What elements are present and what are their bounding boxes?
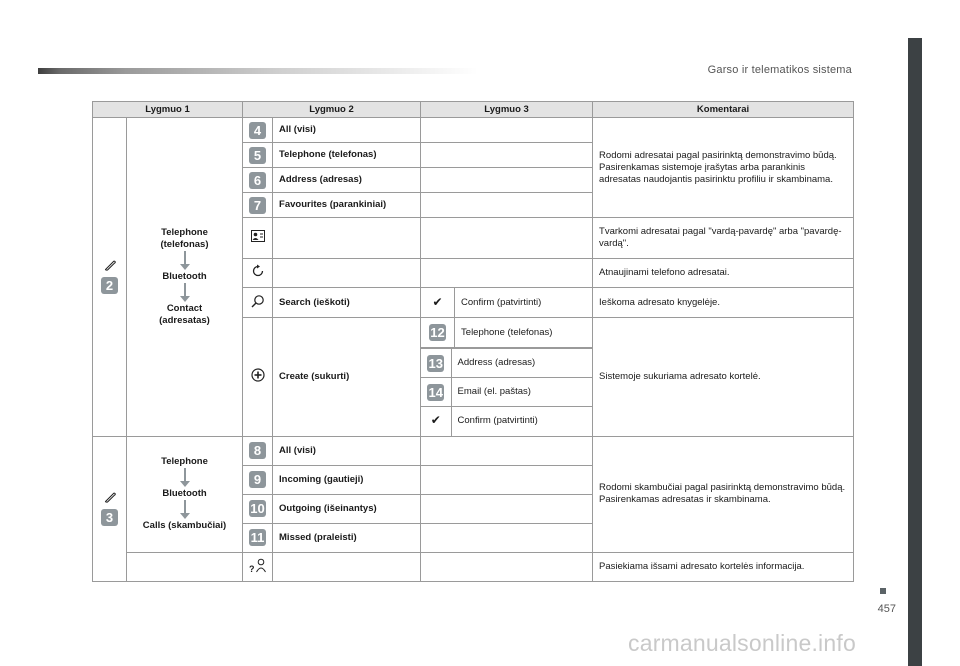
path-step: Bluetooth (162, 270, 207, 282)
empty-cell (421, 143, 593, 168)
menu-item-missed: Missed (praleisti) (273, 523, 421, 552)
comment-search: Ieškoma adresato knygelėje. (593, 288, 854, 318)
comment-calls (593, 436, 854, 552)
path-step: Telephone (161, 456, 208, 467)
page-number: 457 (877, 603, 896, 615)
badge-cell (421, 378, 451, 407)
column-header-level3: Lygmuo 3 (421, 102, 593, 118)
contact-details-icon (249, 557, 267, 573)
badge-cell (243, 193, 273, 218)
search-icon-cell (243, 288, 273, 318)
arrow-down-icon (180, 468, 190, 488)
empty-cell (273, 552, 421, 581)
menu-item-outgoing: Outgoing (išeinantys) (273, 494, 421, 523)
phone-icon (104, 491, 116, 503)
page-marker (880, 588, 886, 594)
level1-path-cell (127, 118, 243, 437)
empty-cell (421, 259, 593, 288)
arrow-down-icon (180, 251, 190, 271)
menu-item-telephone: Telephone (telefonas) (273, 143, 421, 168)
level1-contacts-cell (93, 118, 127, 437)
menu-item-create-address: Address (adresas) (451, 349, 592, 378)
menu-item-all: All (visi) (273, 118, 421, 143)
path-step: Telephone (telefonas) (160, 226, 209, 250)
menu-badge: 9 (249, 471, 266, 488)
menu-table (92, 101, 854, 582)
path-step: Calls (skambučiai) (142, 520, 227, 531)
empty-cell (421, 523, 593, 552)
empty-cell (273, 218, 421, 259)
menu-item-incoming: Incoming (gautieji) (273, 465, 421, 494)
menu-item-address: Address (adresas) (273, 168, 421, 193)
menu-item-confirm: Confirm (patvirtinti) (455, 288, 593, 318)
level1-calls-cell (93, 436, 127, 581)
badge-cell (243, 436, 273, 465)
badge-cell (243, 118, 273, 143)
search-icon (251, 294, 265, 308)
menu-badge: 5 (249, 147, 266, 164)
comment-refresh: Atnaujinami telefono adresatai. (593, 259, 854, 288)
badge-cell (243, 168, 273, 193)
table-header-row (93, 102, 854, 118)
header-gradient-bar (38, 68, 478, 74)
column-header-comments: Komentarai (593, 102, 854, 118)
empty-cell (421, 436, 593, 465)
menu-item-all-calls: All (visi) (273, 436, 421, 465)
create-icon-cell (243, 318, 273, 437)
empty-cell (421, 552, 593, 581)
empty-cell (273, 259, 421, 288)
check-icon: ✔ (430, 413, 441, 428)
comment-text: Rodomi adresatai pagal pasirinktą demonstravimo būdą. Pasirenkamas sistemoje įrašytas arba parankinis adresatas naudojantis pasirinktu profiliu ir skambinama. (599, 149, 837, 185)
menu-item-create-email: Email (el. paštas) (451, 378, 592, 407)
menu-badge: 14 (428, 384, 444, 400)
table-row (93, 118, 854, 143)
refresh-icon (251, 264, 265, 278)
menu-item-create-telephone: Telephone (telefonas) (455, 318, 593, 348)
path-step: Contact (adresatas) (159, 302, 210, 326)
details-icon-cell (243, 552, 273, 581)
empty-cell (421, 494, 593, 523)
menu-badge: 10 (250, 501, 265, 516)
comment-display (593, 118, 854, 218)
watermark: carmanualsonline.info (628, 630, 856, 656)
path-step: Bluetooth (162, 488, 207, 499)
section-title: Garso ir telematikos sistema (707, 64, 852, 76)
create-subrows (421, 348, 593, 437)
comment-create: Sistemoje sukuriama adresato kortelė. (593, 318, 854, 437)
table-row (93, 552, 854, 581)
empty-cell (421, 118, 593, 143)
arrow-down-icon (180, 500, 190, 520)
badge-cell (243, 523, 273, 552)
comment-details: Pasiekiama išsami adresato kortelės informacija. (593, 552, 854, 581)
check-icon-cell (421, 407, 451, 436)
menu-badge: 13 (428, 355, 444, 371)
check-icon-cell (421, 288, 455, 318)
badge-cell (421, 349, 451, 378)
menu-badge: 4 (249, 122, 266, 139)
empty-cell (421, 168, 593, 193)
column-header-level2: Lygmuo 2 (243, 102, 421, 118)
right-sidebar-strip (908, 38, 922, 666)
badge-cell (243, 143, 273, 168)
badge-cell (421, 318, 455, 348)
empty-cell (421, 465, 593, 494)
plus-circle-icon (251, 368, 265, 382)
check-icon: ✔ (432, 294, 443, 309)
comment-sort: Tvarkomi adresatai pagal "vardą-pavardę" arba "pavardę-vardą". (593, 218, 854, 259)
badge-cell (243, 465, 273, 494)
menu-badge: 8 (249, 442, 266, 459)
create-subtable (421, 348, 592, 436)
level1-badge: 3 (101, 509, 118, 526)
menu-badge: 6 (249, 172, 266, 189)
menu-badge: 7 (249, 197, 266, 214)
phone-icon (104, 259, 116, 271)
sort-icon-cell (243, 218, 273, 259)
menu-item-search: Search (ieškoti) (273, 288, 421, 318)
table-row (93, 436, 854, 465)
column-header-level1: Lygmuo 1 (93, 102, 243, 118)
comment-text: Rodomi skambučiai pagal pasirinktą demonstravimo būdą. Pasirenkamas adresatas ir skambinama. (599, 482, 846, 505)
menu-item-create-confirm: Confirm (patvirtinti) (451, 407, 592, 436)
menu-item-favourites: Favourites (parankiniai) (273, 193, 421, 218)
arrow-down-icon (180, 283, 190, 303)
empty-cell (127, 552, 243, 581)
empty-cell (421, 193, 593, 218)
refresh-icon-cell (243, 259, 273, 288)
menu-badge: 12 (430, 325, 445, 340)
menu-badge: 11 (250, 530, 265, 545)
level1-badge: 2 (101, 277, 118, 294)
badge-cell (243, 494, 273, 523)
menu-item-create: Create (sukurti) (273, 318, 421, 437)
contact-card-icon (251, 230, 265, 242)
level1-path-cell (127, 436, 243, 552)
empty-cell (421, 218, 593, 259)
svg-text:?: ? (249, 563, 255, 573)
